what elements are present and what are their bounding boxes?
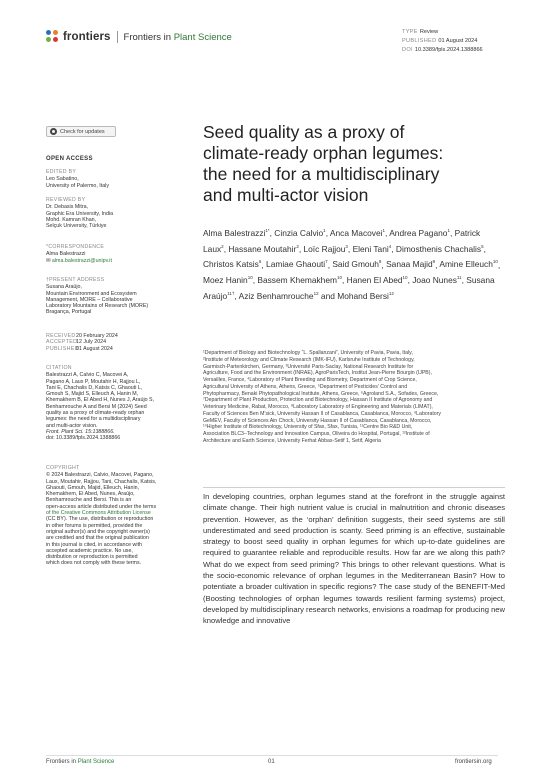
author-name[interactable]: Said Gmouh$^8$ <box>332 259 382 270</box>
section-heading: CITATION <box>46 365 72 371</box>
editor-affiliation: University of Palermo, Italy <box>46 182 109 189</box>
title-line: climate-ready orphan legumes: <box>203 143 444 163</box>
abstract-text: In developing countries, orphan legumes stand at the forefront in the struggle against climate change. Their high nutrient value is crucial in malnutrition and chronic diseases prevention. However, as the ‘orphan’ definition suggests, their seed systems are still underestimated and seed production is scanty. Seed priming is an effective, sustainable strategy to boost seed quality in orphan legumes for which up-to-date guidelines are required to guarantee reliable and reproducible results. How far are we along this path? What do we expect from seed priming? This brings to other relevant questions. What is the socio-economic relevance of orphan legumes in the Mediterranean Basin? How to potentiate a broader cultivation in specific regions? The case study of the BENEFIT-Med (Boosting technologies of orphan legumes towards resilient farming systems) project, developed by multidisciplinary research networks, envisions a roadmap for producing new knowledge and innovative <box>203 492 505 626</box>
meta-label: DOI <box>402 47 413 53</box>
author-affiliation-mark: 11† <box>227 291 235 297</box>
header-divider <box>117 31 118 43</box>
meta-type <box>402 28 483 37</box>
author-name[interactable]: Alma Balestrazzi$^{1*}$ <box>203 227 270 238</box>
citation-line: Gmouh S, Majid S, Elleuch A, Hanin M, <box>46 391 139 398</box>
article-title <box>203 122 503 206</box>
author-affiliation-mark: 9 <box>432 259 436 265</box>
author-affiliation-mark: 10 <box>492 259 498 265</box>
meta-label: PUBLISHED <box>402 38 437 44</box>
section-heading: REVIEWED BY <box>46 197 86 203</box>
footer-site-link[interactable]: frontiersin.org <box>455 759 492 765</box>
copyright-line: Ghaouti, Gmouh, Majid, Elleuch, Hanin, <box>46 484 140 491</box>
author-affiliation-mark: 10 <box>402 275 408 281</box>
article-meta <box>402 28 483 55</box>
author-affiliation-mark: 10 <box>247 275 253 281</box>
author-name[interactable]: Christos Katsis$^6$ <box>203 259 262 270</box>
title-line: Seed quality as a proxy of <box>203 122 405 142</box>
affiliation-line: Garmisch-Partenkirchen, Germany, ³Université Paris-Saclay, National Research Institute for <box>203 363 414 370</box>
check-for-updates-label: Check for updates <box>60 128 105 135</box>
affiliation-line: ⁷Department of Plant Production, Protection and Biotechnology, Hassan II Institute of Agronomy and <box>203 397 433 404</box>
author-affiliation-mark: 7 <box>325 259 328 265</box>
frontiers-logo-icon <box>46 30 60 44</box>
author-name[interactable]: Aziz Benhamrouche$^{12}$ <box>238 290 319 301</box>
update-icon <box>50 128 57 135</box>
date-value: 20 February 2024 <box>76 333 118 339</box>
affiliation-line: ¹⁰Higher Institute of Biotechnology, University of Sfax, Sfax, Tunisia, ¹¹Centre Bio R&D Unit, <box>203 424 413 431</box>
date-label: RECEIVED <box>46 333 76 339</box>
copyright-line: in other forums is permitted, provided the <box>46 522 143 529</box>
copyright-line: open-access article distributed under the terms <box>46 503 157 510</box>
copyright-line: © 2024 Balestrazzi, Calvio, Macovei, Pagano, <box>46 472 154 479</box>
journal-prefix: Frontiers in <box>123 31 172 43</box>
citation-line: quality as a proxy of climate-ready orphan <box>46 410 145 417</box>
copyright-line: Benhamrouche and Bersi. This is an <box>46 497 132 504</box>
footer-journal-prefix: Frontiers in <box>46 759 77 765</box>
journal-name <box>124 32 232 43</box>
title-line: and multi-actor vision <box>203 185 369 205</box>
author-affiliation-mark: 1 <box>382 228 386 233</box>
author-name[interactable]: Hassane Moutahir$^2$ <box>228 243 299 254</box>
affiliations <box>203 350 505 445</box>
author-name[interactable]: Hanen El Abed$^{10}$ <box>346 275 408 286</box>
author-name[interactable]: Sanaa Majid$^9$ <box>386 259 436 270</box>
section-heading: *CORRESPONDENCE <box>46 244 105 250</box>
correspondence-section <box>46 244 166 264</box>
copyright-line: which does not comply with these terms. <box>46 560 142 567</box>
affiliation-line: GeMEV, Faculty of Sciences Ain Chock, University Hassan II of Casablanca, Casablanca, Morocco, <box>203 417 432 424</box>
footer-journal-accent: Plant Science <box>77 759 115 765</box>
section-heading: COPYRIGHT <box>46 465 80 471</box>
title-line: the need for a multidisciplinary <box>203 164 440 184</box>
author-name[interactable]: Bassem Khemakhem$^{10}$ <box>257 275 342 286</box>
author-name[interactable]: Moez Hanin$^{10}$ <box>203 275 253 286</box>
author-affiliation-mark: 11 <box>456 275 462 281</box>
citation-line: Khemakhem B, El Abed H, Nunes J, Araújo S, <box>46 397 155 404</box>
address-line: Laboratory Mountains of Research (MORE) <box>46 303 149 310</box>
dates-section <box>46 333 166 352</box>
citation-line: Front. Plant Sci. 15:1388866. <box>46 428 115 435</box>
author-affiliation-mark: 1 <box>323 228 326 233</box>
address-line: Susana Araújo, <box>46 284 82 291</box>
author-name[interactable]: Joao Nunes$^{11}$ <box>412 275 462 286</box>
copyright-line: in this journal is cited, in accordance with <box>46 541 142 548</box>
correspondent-name: Alma Balestrazzi <box>46 251 86 258</box>
affiliation-line: Veterinary Medicine, Rabat, Morocco, ⁸Laboratory Laboratory of Engineering and Materials (LIMAT), <box>203 404 433 410</box>
author-affiliation-mark: 2 <box>296 243 299 249</box>
author-affiliation-mark: 12 <box>313 291 319 297</box>
date-label: PUBLISHED <box>46 345 79 352</box>
reviewer-line: Dr. Debasis Mitra, <box>46 204 89 211</box>
author-affiliation-mark: 3 <box>345 243 348 249</box>
date-value: 01 August 2024 <box>76 345 113 352</box>
citation-line: Balestrazzi A, Calvio C, Macovei A, <box>46 372 129 379</box>
page-number: 01 <box>268 759 275 765</box>
date-value: 12 July 2024 <box>76 339 107 346</box>
author-name[interactable]: Susana Araújo$^{11\dagger}$ <box>203 275 495 301</box>
email-link[interactable]: alma.balestrazzi@unipv.it <box>51 257 112 264</box>
footer-divider <box>46 755 498 756</box>
copyright-section <box>46 465 166 567</box>
abstract-divider <box>203 487 505 488</box>
affiliation-line: Agriculture, Food and the Environment (INRAE), AgroParisTech, Institut Jean-Pierre Bourgin (IJPB), <box>203 370 432 377</box>
author-affiliation-mark: 2 <box>221 243 224 249</box>
affiliation-line: Versailles, France, ⁴Laboratory of Plant Breeding and Biometry, Department of Crop Science, <box>203 377 417 383</box>
section-heading: EDITED BY <box>46 169 77 175</box>
author-name[interactable]: Patrick Laux$^2$ <box>203 227 481 254</box>
copyright-line: original author(s) and the copyright owner(s) <box>46 528 150 535</box>
citation-line: and multi-actor vision. <box>46 422 98 429</box>
address-line: Management, MORE – Collaborative <box>46 296 133 303</box>
copyright-line: (CC BY). The use, distribution or reproduction <box>46 516 154 523</box>
copyright-line: are credited and that the original publication <box>46 535 149 542</box>
present-address-section <box>46 277 166 316</box>
copyright-line: Laux, Moutahir, Rajjou, Tani, Chachalis, Katsis, <box>46 478 157 485</box>
open-access-label: OPEN ACCESS <box>46 156 93 162</box>
citation-line: legumes: the need for a multidisciplinary <box>46 416 141 423</box>
author-name[interactable]: Andrea Pagano$^1$ <box>389 227 450 238</box>
affiliation-line: Faculty of Sciences Ben M’sick, University Hassan II of Casablanca, Casablanca, Morocco, ⁹Laboratory <box>203 410 441 417</box>
section-heading: †PRESENT ADDRESS <box>46 277 105 283</box>
affiliation-line: Phytopharmacy, Benaki Phytopathological Institute, Athens, Greece, ⁶Agroland S.A., Sofades, Greece, <box>203 390 439 397</box>
citation-line: Benhamrouche A and Bersi M (2024) Seed <box>46 403 147 410</box>
edited-by-section <box>46 169 166 189</box>
reviewer-line: Selçuk University, Türkiye <box>46 223 107 230</box>
copyright-line: Khemakhem, El Abed, Nunes, Araújo, <box>46 491 135 498</box>
meta-value: Review <box>419 29 439 35</box>
reviewer-line: Graphic Era University, India <box>46 210 114 217</box>
copyright-line: accepted academic practice. No use, <box>46 547 133 554</box>
author-name[interactable]: Cinzia Calvio$^1$ <box>274 227 326 238</box>
author-name[interactable]: Amine Elleuch$^{10}$ <box>439 259 498 270</box>
meta-published <box>402 37 483 46</box>
address-line: Mountain Environment and Ecosystem <box>46 290 137 297</box>
author-name[interactable]: Dimosthenis Chachalis$^5$ <box>395 243 484 254</box>
author-affiliation-mark: 8 <box>378 259 382 265</box>
author-affiliation-mark: 12 <box>388 291 394 297</box>
affiliation-line: ¹Department of Biology and Biotechnology “L. Spallanzani”, University of Pavia, Pavia, Italy, <box>203 350 413 356</box>
author-affiliation-mark: 1 <box>447 228 450 233</box>
date-published <box>46 346 166 352</box>
logo-text: frontiers <box>63 31 111 43</box>
license-link[interactable]: of the Creative Commons Attribution License <box>46 510 151 517</box>
author-affiliation-mark: 1* <box>265 228 270 233</box>
affiliation-line: Architecture and Earth Science, University Ferhat Abbas-Setif 1, Setif, Algeria <box>203 437 381 444</box>
author-affiliation-mark: 6 <box>258 259 262 265</box>
meta-value: 10.3389/fpls.2024.1388866 <box>414 47 483 53</box>
check-for-updates-button[interactable] <box>46 126 116 137</box>
author-affiliation-mark: 10 <box>336 275 342 281</box>
citation-section <box>46 365 166 442</box>
author-affiliation-mark: 4 <box>388 243 392 249</box>
citation-line: Pagano A, Laux P, Moutahir H, Rajjou L, <box>46 378 141 385</box>
copyright-line: distribution or reproduction is permitted <box>46 554 138 561</box>
meta-doi <box>402 46 483 55</box>
author-name[interactable]: Anca Macovei$^1$ <box>329 227 386 238</box>
author-name[interactable]: Loïc Rajjou$^3$ <box>303 243 348 254</box>
meta-value: 01 August 2024 <box>438 38 478 44</box>
citation-line: Tani E, Chachalis D, Katsis C, Ghaouti L, <box>46 384 143 391</box>
email-icon: ✉ <box>46 257 52 264</box>
footer-journal <box>46 759 114 765</box>
date-label: ACCEPTED <box>46 339 78 346</box>
email-row <box>46 258 166 264</box>
author-name[interactable]: Mohand Bersi$^{12}$ <box>337 290 394 301</box>
citation-doi: doi: 10.3389/fpls.2024.1388866 <box>46 435 121 442</box>
meta-label: TYPE <box>402 29 418 35</box>
frontiers-logo[interactable] <box>46 30 232 44</box>
author-name[interactable]: Eleni Tani$^4$ <box>352 243 392 254</box>
author-list: Alma Balestrazzi$^{1*}$, Cinzia Calvio$^1$, Anca Macovei$^1$, Andrea Pagano$^1$, Patrick Laux$^2$, Hassane Moutahir$^2$, Loïc Rajjou$^3$, Eleni Tani$^4$, Dimosthenis Chachalis$^5$, Christos Katsis$^6$, Lamiae Ghaouti$^7$, Said Gmouh$^8$, Sanaa Majid$^9$, Amine Elleuch$^{10}$, Moez Hanin$^{10}$, Bassem Khemakhem$^{10}$, Hanen El Abed$^{10}$, Joao Nunes$^{11}$, Susana Araújo$^{11\dagger}$, Aziz Benhamrouche$^{12}$ and Mohand Bersi$^{12}$ <box>203 227 501 301</box>
affiliation-line: Agricultural University of Athens, Athens, Greece, ⁵Department of Pesticides’ Control and <box>203 383 408 390</box>
address-line: Bragança, Portugal <box>46 309 92 316</box>
author-name[interactable]: Lamiae Ghaouti$^7$ <box>266 259 328 270</box>
affiliation-line: Association BLC3–Technology and Innovation Campus, Oliveira do Hospital, Portugal, ¹²Institute of <box>203 431 430 437</box>
editor-name: Leo Sabatino, <box>46 176 79 183</box>
affiliation-line: ²Institute of Meteorology and Climate Research (IMK-IFU), Karlsruhe Institute of Technology, <box>203 356 415 363</box>
journal-accent: Plant Science <box>173 31 232 43</box>
author-affiliation-mark: 5 <box>481 243 484 249</box>
reviewed-by-section <box>46 197 166 229</box>
reviewer-line: Mohd. Kamran Khan, <box>46 216 97 223</box>
